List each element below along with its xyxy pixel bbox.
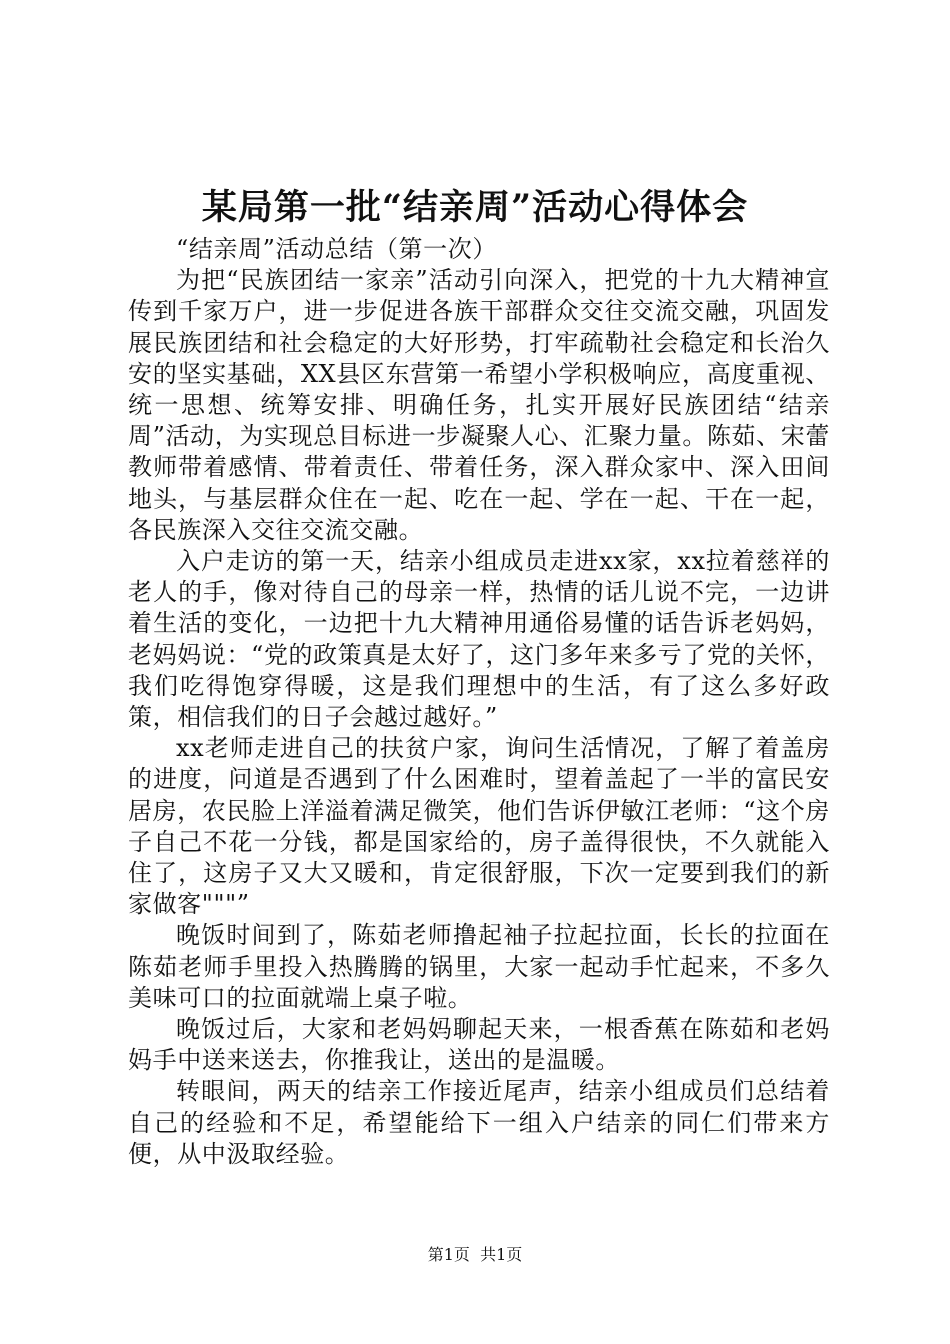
paragraph-subtitle: “结亲周”活动总结（第一次） [176, 235, 497, 263]
paragraph: 晚饭过后，大家和老妈妈聊起天来，一根香蕉在陈茹和老妈妈手中送来送去，你推我让，送出的是温暖。 [128, 1015, 830, 1075]
document-body [128, 234, 830, 1170]
page-number-label: 第1页 共1页 [427, 1245, 523, 1264]
paragraph: 入户走访的第一天，结亲小组成员走进xx家，xx拉着慈祥的老人的手，像对待自己的母亲一样，热情的话儿说不完，一边讲着生活的变化，一边把十九大精神用通俗易懂的话告诉老妈妈，老妈妈说：“党的政策真是太好了，这门多年来多亏了党的关怀，我们吃得饱穿得暖，这是我们理想中的生活，有了这么多好政策，相信我们的日子会越过越好。” [128, 547, 830, 732]
page-footer [0, 1244, 950, 1266]
paragraph: 为把“民族团结一家亲”活动引向深入，把党的十九大精神宣传到千家万户，进一步促进各族干部群众交往交流交融，巩固发展民族团结和社会稳定的大好形势，打牢疏勒社会稳定和长治久安的坚实基础，XX县区东营第一希望小学积极响应，高度重视、统一思想、统筹安排、明确任务，扎实开展好民族团结“结亲周”活动，为实现总目标进一步凝聚人心、汇聚力量。陈茹、宋蕾教师带着感情、带着责任、带着任务，深入群众家中、深入田间地头，与基层群众住在一起、吃在一起、学在一起、干在一起，各民族深入交往交流交融。 [128, 266, 830, 544]
paragraph: 晚饭时间到了，陈茹老师撸起袖子拉起拉面，长长的拉面在陈茹老师手里投入热腾腾的锅里，大家一起动手忙起来，不多久美味可口的拉面就端上桌子啦。 [128, 921, 830, 1012]
paragraph: 转眼间，两天的结亲工作接近尾声，结亲小组成员们总结着自己的经验和不足，希望能给下一组入户结亲的同仁们带来方便，从中汲取经验。 [128, 1077, 830, 1168]
document-title: 某局第一批“结亲周”活动心得体会 [201, 187, 749, 228]
paragraph: xx老师走进自己的扶贫户家，询问生活情况，了解了着盖房的进度，问道是否遇到了什么困难时，望着盖起了一半的富民安居房，农民脸上洋溢着满足微笑，他们告诉伊敏江老师：“这个房子自己不花一分钱，都是国家给的，房子盖得很快，不久就能入住了，这房子又大又暖和，肯定很舒服，下次一定要到我们的新家做客"""” [128, 734, 830, 919]
